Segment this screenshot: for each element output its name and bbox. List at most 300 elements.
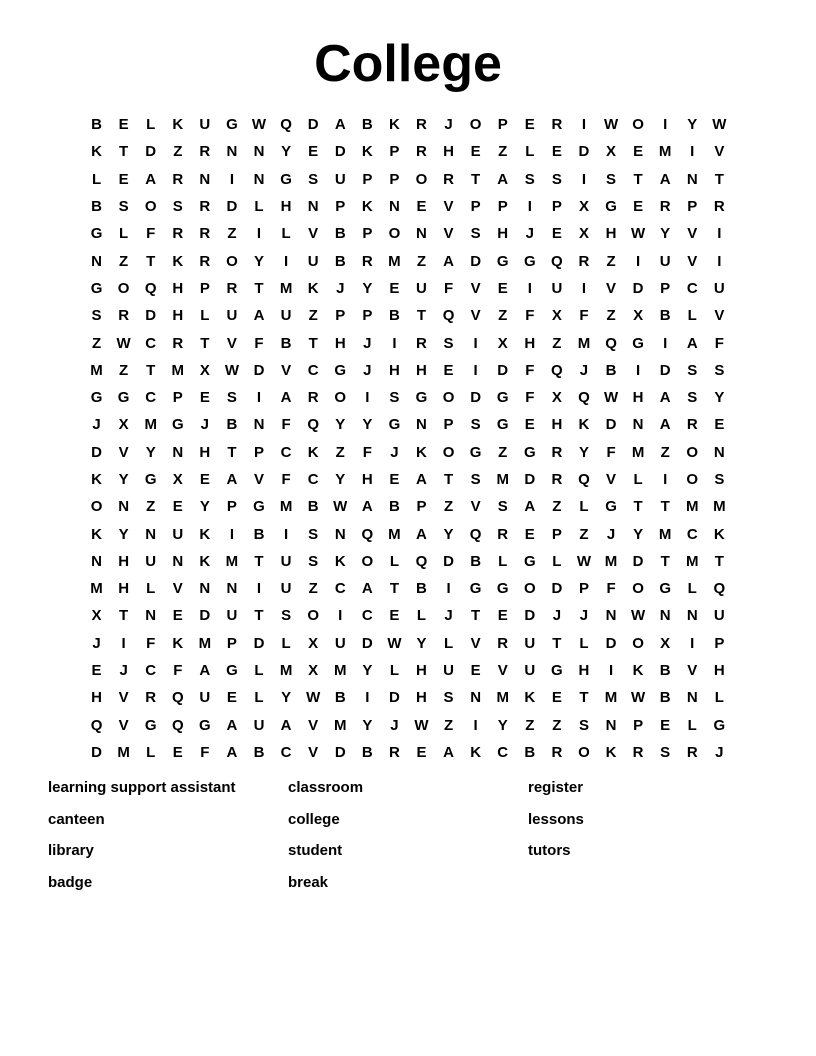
grid-letter: G (523, 252, 536, 270)
grid-letter: I (365, 389, 370, 407)
word-list-item: break (288, 873, 329, 891)
grid-letter: A (443, 743, 454, 761)
grid-letter: D (145, 143, 157, 161)
grid-letter: P (578, 580, 589, 598)
grid-letter: V (308, 716, 319, 734)
grid-letter: Y (335, 471, 346, 488)
grid-letter: K (361, 198, 373, 216)
grid-letter: R (551, 743, 563, 761)
grid-letter: P (443, 416, 454, 434)
grid-letter: P (551, 525, 562, 543)
grid-letter: N (253, 170, 265, 188)
grid-letter: L (281, 225, 291, 243)
grid-letter: Z (552, 334, 562, 352)
grid-letter: L (498, 552, 508, 570)
grid-letter: E (551, 689, 562, 707)
grid-letter: B (361, 743, 373, 761)
grid-letter: L (281, 634, 291, 652)
grid-letter: Z (308, 307, 318, 325)
grid-letter: C (145, 662, 157, 680)
grid-letter: E (91, 662, 102, 680)
grid-letter: H (416, 662, 427, 680)
word-list-item: canteen (48, 810, 105, 828)
grid-letter: I (527, 198, 532, 216)
grid-letter: S (172, 198, 183, 216)
grid-letter: S (389, 389, 400, 407)
grid-letter: Z (227, 225, 237, 243)
grid-letter: G (90, 389, 103, 407)
grid-letter: M (631, 443, 645, 461)
grid-row (83, 520, 733, 547)
grid-letter: T (308, 334, 318, 352)
grid-letter: L (200, 307, 210, 325)
grid-letter: F (606, 443, 616, 461)
grid-letter: I (690, 634, 695, 652)
grid-letter: U (253, 716, 265, 734)
grid-letter: P (470, 198, 481, 216)
word-list-item: college (288, 810, 340, 828)
grid-letter: T (146, 361, 156, 379)
grid-letter: D (334, 143, 346, 161)
word-list-item: badge (48, 873, 93, 891)
grid-letter: S (443, 689, 454, 707)
grid-letter: G (523, 552, 536, 570)
grid-letter: T (471, 607, 481, 625)
grid-letter: E (524, 525, 535, 543)
grid-letter: U (713, 607, 725, 625)
grid-letter: O (632, 580, 644, 598)
grid-letter: D (91, 743, 102, 761)
grid-letter: H (497, 225, 509, 243)
grid-letter: C (497, 743, 509, 761)
grid-letter: D (470, 389, 482, 407)
grid-letter: M (496, 689, 509, 707)
grid-letter: Q (469, 525, 482, 543)
grid-letter: Z (579, 525, 589, 543)
grid-letter: I (473, 334, 478, 352)
grid-letter: G (469, 580, 482, 598)
grid-letter: U (226, 307, 238, 325)
grid-letter: D (307, 116, 319, 134)
grid-letter: M (713, 498, 726, 516)
grid-letter: W (712, 116, 727, 134)
grid-letter: N (172, 443, 184, 461)
grid-letter: V (606, 471, 617, 488)
grid-letter: A (226, 743, 238, 761)
grid-letter: Y (362, 716, 373, 734)
grid-letter: J (363, 334, 372, 352)
grid-letter: X (606, 143, 617, 161)
grid-letter: W (603, 116, 619, 134)
grid-letter: Q (578, 471, 590, 488)
grid-letter: A (199, 662, 211, 680)
grid-letter: S (551, 170, 562, 188)
grid-letter: G (496, 580, 509, 598)
grid-letter: X (118, 416, 129, 434)
grid-letter: N (118, 498, 130, 516)
grid-letter: D (524, 607, 536, 625)
grid-letter: I (581, 116, 587, 134)
grid-letter: R (632, 743, 644, 761)
grid-letter: J (92, 634, 101, 652)
grid-letter: B (361, 116, 373, 134)
word-search-grid (83, 111, 733, 766)
grid-letter: B (605, 361, 617, 379)
grid-letter: D (388, 689, 400, 707)
grid-letter: V (497, 662, 508, 680)
grid-letter: V (687, 662, 698, 680)
grid-letter: H (91, 689, 102, 707)
grid-letter: K (91, 143, 102, 161)
grid-letter: R (686, 416, 698, 434)
grid-letter: M (117, 743, 130, 761)
grid-letter: T (254, 279, 264, 297)
grid-letter: S (470, 471, 481, 488)
grid-letter: I (121, 634, 126, 652)
grid-letter: F (606, 580, 616, 598)
grid-letter: J (336, 279, 345, 297)
grid-letter: E (524, 416, 535, 434)
grid-letter: V (172, 580, 183, 598)
grid-letter: K (605, 743, 617, 761)
grid-letter: I (446, 580, 451, 598)
grid-letter: K (172, 634, 184, 652)
grid-letter: O (442, 389, 455, 407)
grid-letter: V (687, 252, 698, 270)
grid-letter: Q (361, 525, 374, 543)
grid-letter: V (443, 198, 454, 216)
grid-letter: U (280, 552, 292, 570)
grid-letter: X (551, 307, 562, 325)
grid-row (83, 657, 733, 684)
grid-letter: U (199, 116, 211, 134)
grid-letter: K (307, 279, 319, 297)
grid-letter: G (496, 389, 509, 407)
grid-letter: I (636, 361, 641, 379)
grid-letter: L (389, 662, 399, 680)
grid-letter: F (362, 443, 372, 461)
grid-letter: N (470, 689, 482, 707)
grid-row (83, 466, 733, 493)
grid-letter: N (91, 552, 102, 570)
grid-row (83, 712, 733, 739)
grid-letter: K (361, 143, 373, 161)
word-list-item: classroom (288, 779, 364, 796)
grid-letter: J (579, 361, 589, 379)
grid-letter: H (118, 552, 130, 570)
grid-letter: O (90, 498, 103, 516)
grid-letter: U (226, 607, 238, 625)
grid-letter: H (578, 662, 590, 680)
grid-letter: I (663, 471, 668, 488)
grid-letter: I (284, 525, 289, 543)
grid-row (83, 548, 733, 575)
grid-letter: K (307, 443, 319, 461)
grid-letter: L (687, 580, 697, 598)
grid-letter: Z (606, 307, 616, 325)
grid-letter: E (470, 662, 481, 680)
grid-letter: N (686, 607, 698, 625)
grid-letter: G (605, 198, 617, 216)
grid-letter: G (144, 716, 157, 734)
grid-letter: A (253, 307, 265, 325)
grid-letter: E (416, 198, 427, 216)
grid-letter: M (658, 525, 672, 543)
grid-row (83, 684, 733, 711)
grid-letter: D (470, 252, 482, 270)
grid-letter: Q (551, 252, 563, 270)
grid-letter: Z (443, 716, 454, 734)
grid-letter: D (605, 634, 617, 652)
grid-letter: P (497, 198, 508, 216)
grid-letter: J (552, 607, 562, 625)
grid-row (83, 111, 733, 138)
grid-letter: D (497, 361, 509, 379)
grid-letter: Y (687, 116, 698, 134)
grid-letter: B (388, 498, 400, 516)
grid-letter: R (713, 198, 725, 216)
grid-letter: M (144, 416, 157, 434)
grid-letter: Y (362, 279, 373, 297)
grid-letter: O (632, 634, 644, 652)
grid-letter: E (118, 116, 129, 134)
grid-letter: O (307, 607, 319, 625)
grid-row (83, 166, 733, 193)
grid-letter: T (471, 170, 481, 188)
grid-letter: P (497, 116, 508, 134)
grid-letter: F (200, 743, 210, 761)
grid-letter: Y (199, 498, 210, 516)
grid-letter: U (307, 252, 319, 270)
grid-letter: G (659, 580, 672, 598)
grid-letter: D (659, 361, 671, 379)
grid-letter: D (605, 416, 617, 434)
grid-row (83, 138, 733, 165)
grid-letter: F (173, 662, 183, 680)
grid-letter: K (172, 116, 184, 134)
grid-letter: Y (416, 634, 427, 652)
grid-letter: Q (307, 416, 319, 434)
grid-letter: H (551, 416, 563, 434)
grid-letter: V (308, 743, 319, 761)
grid-letter: G (632, 334, 644, 352)
grid-letter: B (524, 743, 536, 761)
grid-letter: G (496, 252, 509, 270)
grid-letter: G (551, 662, 563, 680)
grid-letter: M (90, 580, 103, 598)
grid-letter: U (551, 279, 563, 297)
grid-letter: G (523, 443, 536, 461)
grid-letter: Z (308, 580, 318, 598)
grid-letter: L (579, 634, 589, 652)
grid-letter: J (363, 361, 372, 379)
grid-letter: M (279, 279, 293, 297)
grid-letter: A (226, 716, 238, 734)
grid-letter: Y (497, 716, 508, 734)
grid-letter: E (524, 116, 535, 134)
grid-letter: M (198, 634, 212, 652)
grid-letter: T (389, 580, 399, 598)
grid-letter: D (578, 143, 590, 161)
grid-letter: D (253, 634, 265, 652)
grid-letter: J (715, 743, 724, 761)
grid-letter: M (388, 252, 401, 270)
grid-letter: A (145, 170, 157, 188)
grid-letter: M (333, 716, 347, 734)
grid-letter: D (524, 471, 536, 488)
grid-letter: U (172, 525, 184, 543)
grid-letter: Y (362, 416, 373, 434)
grid-letter: Z (119, 361, 129, 379)
grid-letter: T (579, 689, 589, 707)
grid-letter: J (390, 716, 399, 734)
grid-letter: A (226, 471, 238, 488)
grid-letter: C (361, 607, 373, 625)
word-list (48, 777, 768, 903)
grid-letter: C (145, 334, 157, 352)
grid-letter: T (552, 634, 562, 652)
grid-letter: Y (362, 662, 373, 680)
grid-letter: E (497, 279, 508, 297)
grid-letter: J (444, 607, 453, 625)
grid-letter: G (144, 471, 157, 488)
grid-letter: P (172, 389, 183, 407)
grid-letter: S (687, 361, 698, 379)
grid-letter: S (714, 471, 725, 488)
grid-letter: G (253, 498, 265, 516)
grid-letter: X (199, 361, 210, 379)
grid-letter: L (579, 498, 589, 516)
grid-letter: M (604, 689, 618, 707)
grid-letter: R (199, 143, 211, 161)
grid-letter: Z (606, 252, 616, 270)
grid-letter: Y (281, 143, 292, 161)
grid-letter: E (470, 143, 481, 161)
word-list-item: tutors (528, 842, 571, 859)
grid-letter: T (714, 552, 724, 570)
grid-letter: V (470, 634, 481, 652)
grid-letter: O (469, 116, 482, 134)
grid-letter: X (91, 607, 102, 625)
grid-letter: R (172, 334, 184, 352)
grid-row (83, 357, 733, 384)
grid-letter: N (253, 143, 265, 161)
grid-letter: G (605, 498, 617, 516)
grid-letter: S (281, 607, 292, 625)
grid-letter: O (144, 198, 157, 216)
grid-letter: G (117, 389, 130, 407)
grid-letter: H (713, 662, 725, 680)
grid-letter: J (390, 443, 399, 461)
grid-letter: U (524, 634, 536, 652)
grid-letter: F (254, 334, 264, 352)
grid-letter: V (118, 443, 129, 461)
grid-letter: I (717, 225, 722, 243)
grid-letter: S (660, 743, 671, 761)
grid-letter: E (226, 689, 237, 707)
grid-letter: C (686, 279, 698, 297)
grid-letter: O (523, 580, 536, 598)
grid-letter: L (687, 716, 697, 734)
grid-letter: N (659, 607, 671, 625)
grid-letter: E (199, 389, 210, 407)
grid-letter: M (658, 143, 672, 161)
grid-letter: Z (173, 143, 183, 161)
grid-letter: E (172, 607, 183, 625)
grid-letter: R (226, 279, 238, 297)
grid-letter: M (686, 498, 699, 516)
grid-letter: L (416, 607, 427, 625)
grid-letter: A (524, 498, 536, 516)
grid-letter: P (362, 225, 373, 243)
grid-letter: T (633, 170, 643, 188)
grid-letter: Y (714, 389, 725, 407)
grid-letter: Z (443, 498, 454, 516)
grid-row (83, 247, 733, 274)
grid-letter: X (551, 389, 562, 407)
grid-letter: L (146, 116, 156, 134)
grid-letter: B (659, 689, 671, 707)
grid-letter: L (254, 689, 264, 707)
grid-letter: O (415, 170, 428, 188)
grid-letter: Z (552, 498, 562, 516)
grid-letter: X (660, 634, 671, 652)
grid-letter: Y (335, 416, 346, 434)
grid-letter: W (576, 552, 592, 570)
grid-letter: E (633, 198, 644, 216)
grid-letter: R (659, 198, 671, 216)
grid-letter: R (145, 689, 157, 707)
grid-letter: T (633, 498, 643, 516)
grid-letter: O (632, 116, 644, 134)
grid-letter: L (552, 552, 562, 570)
grid-letter: B (416, 580, 427, 598)
grid-letter: A (334, 116, 346, 134)
grid-letter: K (388, 116, 400, 134)
grid-letter: H (118, 580, 130, 598)
grid-letter: K (578, 416, 590, 434)
grid-letter: E (118, 170, 129, 188)
grid-letter: T (146, 252, 156, 270)
grid-letter: S (91, 307, 102, 325)
grid-letter: X (497, 334, 508, 352)
grid-letter: I (663, 334, 668, 352)
grid-letter: O (117, 279, 130, 297)
grid-letter: Y (660, 225, 671, 243)
grid-letter: B (334, 252, 346, 270)
grid-letter: L (633, 471, 643, 488)
grid-letter: D (361, 634, 373, 652)
grid-letter: U (280, 580, 292, 598)
grid-letter: R (199, 252, 211, 270)
grid-letter: V (714, 143, 725, 161)
grid-letter: Y (145, 443, 156, 461)
grid-letter: I (663, 116, 668, 134)
grid-letter: F (146, 225, 156, 243)
grid-letter: N (334, 525, 346, 543)
grid-letter: N (226, 580, 238, 598)
grid-letter: S (308, 170, 319, 188)
grid-letter: V (687, 225, 698, 243)
grid-letter: D (199, 607, 211, 625)
grid-letter: G (90, 279, 103, 297)
grid-row (83, 220, 733, 247)
grid-letter: L (146, 580, 156, 598)
grid-letter: B (253, 743, 265, 761)
grid-letter: B (334, 225, 346, 243)
grid-letter: U (416, 279, 427, 297)
grid-letter: G (226, 116, 238, 134)
